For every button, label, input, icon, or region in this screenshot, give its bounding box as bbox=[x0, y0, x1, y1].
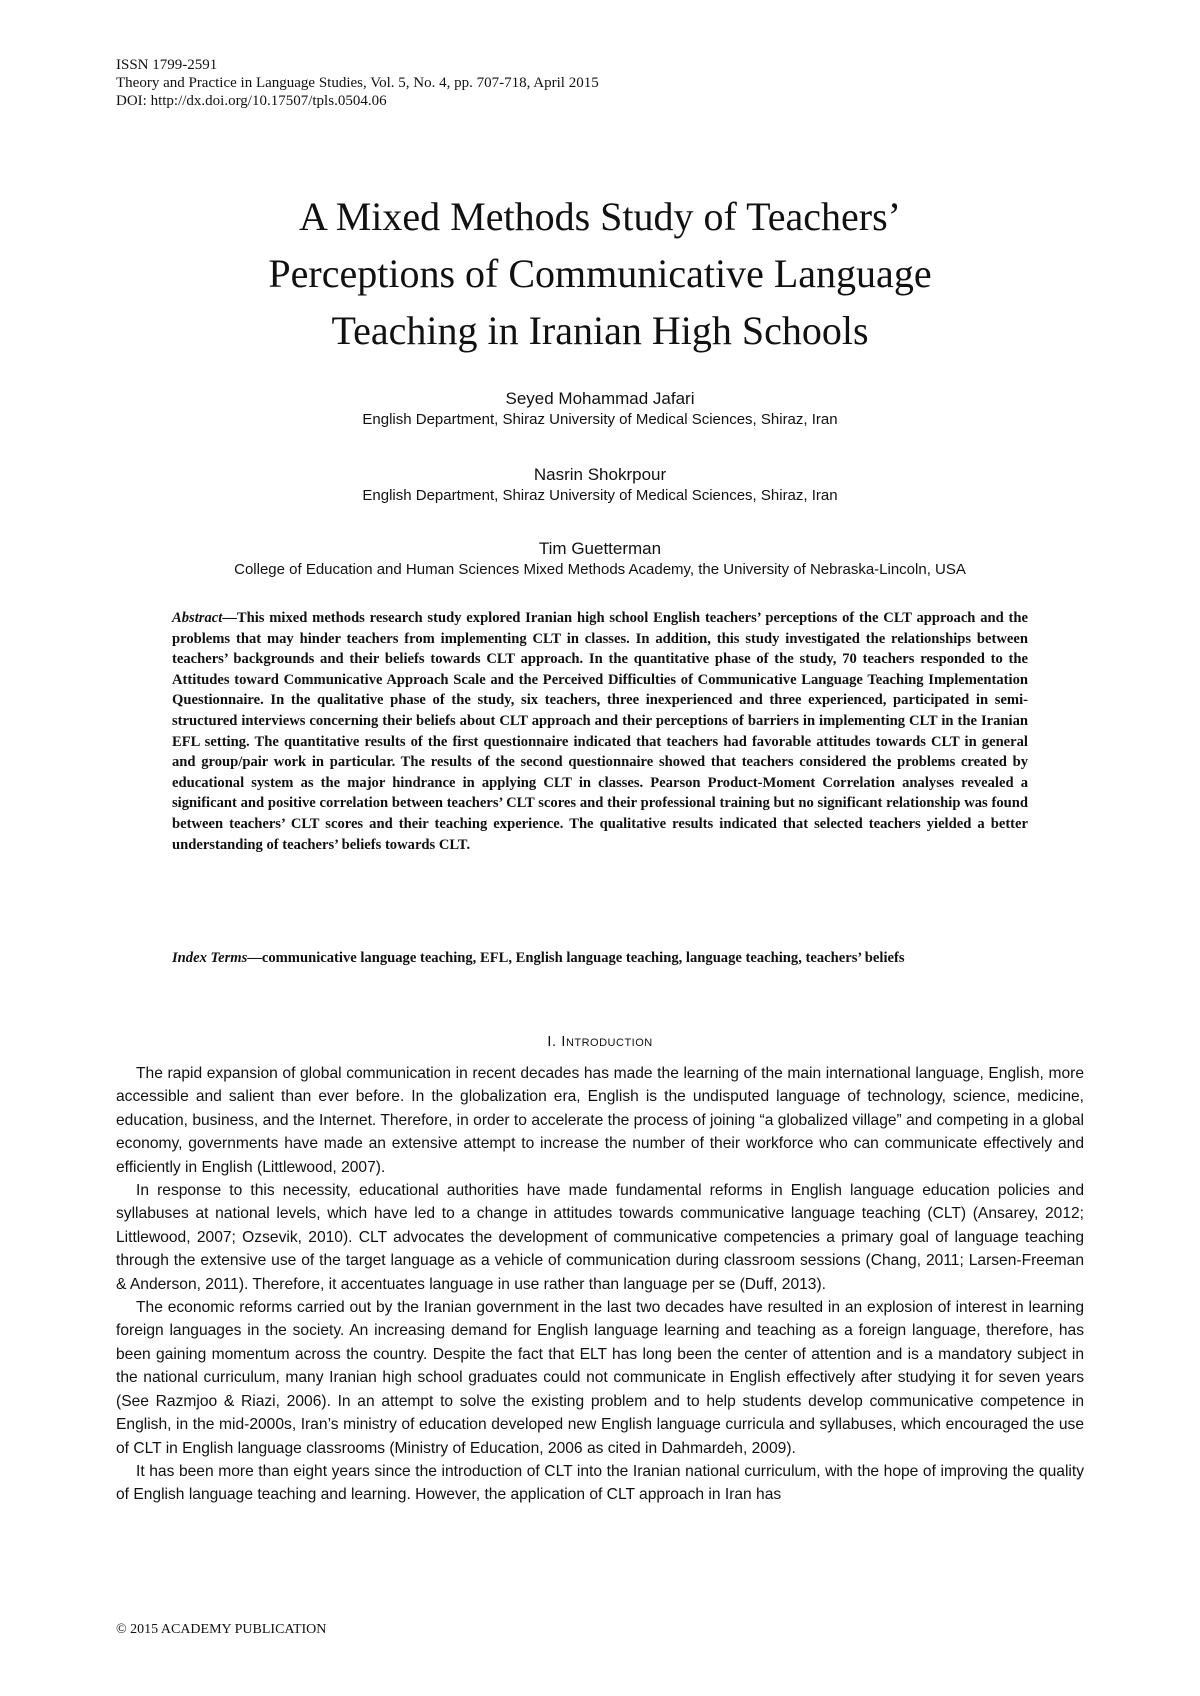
doi-line: DOI: http://dx.doi.org/10.17507/tpls.0504.06 bbox=[116, 93, 387, 109]
abstract-label: Abstract bbox=[172, 610, 223, 626]
index-terms-text: —communicative language teaching, EFL, English language teaching, language teaching, teachers’ beliefs bbox=[247, 950, 905, 966]
title-line: A Mixed Methods Study of Teachers’ bbox=[299, 194, 901, 239]
section-title: Introduction bbox=[561, 1033, 653, 1050]
section-heading bbox=[0, 1033, 1200, 1050]
journal-citation-line: Theory and Practice in Language Studies, Vol. 5, No. 4, pp. 707-718, April 2015 bbox=[116, 75, 599, 91]
paper-title bbox=[100, 188, 1100, 359]
author-name: Nasrin Shokrpour bbox=[533, 465, 667, 484]
author-block bbox=[0, 464, 1200, 506]
author-affiliation: English Department, Shiraz University of Medical Sciences, Shiraz, Iran bbox=[362, 411, 838, 428]
author-name: Tim Guetterman bbox=[538, 539, 662, 558]
title-line: Perceptions of Communicative Language bbox=[268, 251, 932, 296]
abstract bbox=[172, 608, 1028, 855]
author-block bbox=[0, 538, 1200, 580]
abstract-text: —This mixed methods research study explored Iranian high school English teachers’ perceptions of the CLT approach and the problems that may hinder teachers from implementing CLT in classes. In addition, this study investigated the relationships between teachers’ backgrounds and their beliefs towards CLT approach. In the quantitative phase of the study, 70 teachers responded to the Attitudes toward Communicative Approach Scale and the Perceived Difficulties of Communicative Language Teaching Implementation Questionnaire. In the qualitative phase of the study, six teachers, three inexperienced and three experienced, participated in semi-structured interviews concerning their beliefs about CLT approach and their perceptions of barriers in implementing CLT in the Iranian EFL setting. The quantitative results of the first questionnaire indicated that teachers had favorable attitudes towards CLT in general and group/pair work in particular. The results of the second questionnaire showed that teachers considered the problems created by educational system as the major hindrance in applying CLT in classes. Pearson Product-Moment Correlation analyses revealed a significant and positive correlation between teachers’ CLT scores and their professional training but no significant relationship was found between teachers’ CLT scores and their teaching experience. The qualitative results indicated that selected teachers yielded a better understanding of teachers’ beliefs towards CLT. bbox=[172, 610, 1028, 853]
section-number: I. bbox=[547, 1033, 557, 1050]
author-block bbox=[0, 388, 1200, 430]
index-terms bbox=[172, 948, 1028, 969]
body-paragraph: It has been more than eight years since the introduction of CLT into the Iranian national curriculum, with the hope of improving the quality of English language teaching and learning. However, the application of CLT approach in Iran has bbox=[116, 1462, 1084, 1504]
body-text bbox=[116, 1062, 1084, 1507]
author-affiliation: College of Education and Human Sciences Mixed Methods Academy, the University of Nebraska-Lincoln, USA bbox=[234, 561, 966, 578]
title-line: Teaching in Iranian High Schools bbox=[331, 308, 869, 353]
body-paragraph: The economic reforms carried out by the Iranian government in the last two decades have resulted in an explosion of interest in learning foreign languages in the society. An increasing demand for English language learning and teaching as a foreign language, therefore, has been gaining momentum across the country. Despite the fact that ELT has long been the center of attention and is a mandatory subject in the national curriculum, many Iranian high school graduates could not communicate in English effectively after studying it for seven years (See Razmjoo & Riazi, 2006). In an attempt to solve the existing problem and to help students develop communicative competence in English, in the mid-2000s, Iran’s ministry of education developed new English language curricula and syllabuses, which encouraged the use of CLT in English language classrooms (Ministry of Education, 2006 as cited in Dahmardeh, 2009). bbox=[116, 1299, 1084, 1457]
body-paragraph: In response to this necessity, educational authorities have made fundamental reforms in English language education policies and syllabuses at national levels, which have led to a change in attitudes towards communicative language teaching (CLT) (Ansarey, 2012; Littlewood, 2007; Ozsevik, 2010). CLT advocates the development of communicative competencies a primary goal of language teaching through the extensive use of the target language as a vehicle of communication during classroom sessions (Chang, 2011; Larsen-Freeman & Anderson, 2011). Therefore, it accentuates language in use rather than language per se (Duff, 2013). bbox=[116, 1182, 1084, 1293]
issn-line: ISSN 1799-2591 bbox=[116, 57, 218, 73]
author-name: Seyed Mohammad Jafari bbox=[505, 389, 695, 408]
copyright-footer: © 2015 ACADEMY PUBLICATION bbox=[116, 1622, 327, 1637]
author-affiliation: English Department, Shiraz University of Medical Sciences, Shiraz, Iran bbox=[362, 487, 838, 504]
index-terms-label: Index Terms bbox=[172, 950, 248, 966]
body-paragraph: The rapid expansion of global communication in recent decades has made the learning of the main international language, English, more accessible and salient than ever before. In the globalization era, English is the undisputed language of technology, science, medicine, education, business, and the Internet. Therefore, in order to accelerate the process of joining “a globalized village” and competing in a global economy, governments have made an extensive attempt to increase the number of their workforce who can communicate effectively and efficiently in English (Littlewood, 2007). bbox=[116, 1065, 1084, 1176]
journal-header bbox=[116, 56, 599, 110]
